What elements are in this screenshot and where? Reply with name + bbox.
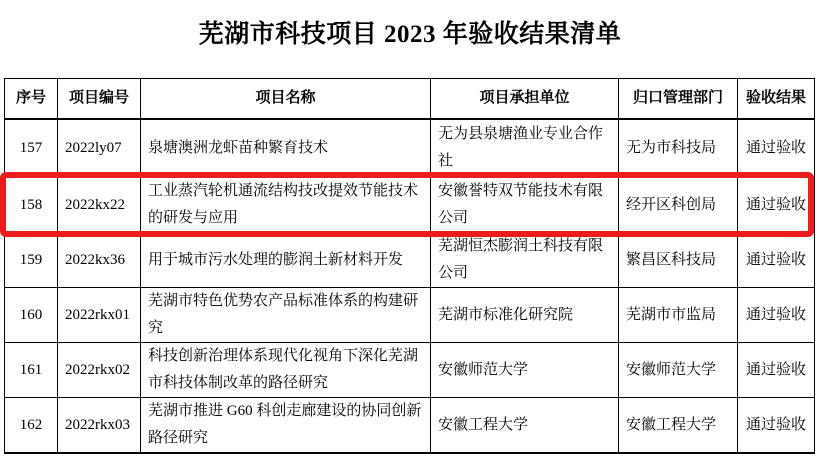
cell-code: 2022rkx03 [58,398,141,454]
table-header [5,79,815,119]
cell-seq: 162 [5,398,58,454]
cell-result: 通过验收 [738,398,815,454]
header-row [5,79,815,119]
cell-org: 无为县泉塘渔业专业合作社 [431,119,619,178]
col-header-code: 项目编号 [58,79,141,119]
cell-result: 通过验收 [738,178,815,233]
cell-dept: 经开区科创局 [619,178,738,233]
col-header-seq: 序号 [5,79,58,119]
cell-name: 芜湖市特色优势农产品标准体系的构建研究 [141,288,431,343]
cell-org: 安徽师范大学 [431,343,619,398]
cell-name: 工业蒸汽轮机通流结构技改提效节能技术的研发与应用 [141,178,431,233]
table-row [5,398,815,454]
col-header-dept: 归口管理部门 [619,79,738,119]
cell-result: 通过验收 [738,288,815,343]
cell-dept: 安徽工程大学 [619,398,738,454]
cell-dept: 无为市科技局 [619,119,738,178]
cell-name: 用于城市污水处理的膨润土新材料开发 [141,233,431,288]
cell-org: 芜湖恒杰膨润土科技有限公司 [431,233,619,288]
cell-seq: 158 [5,178,58,233]
cell-org: 芜湖市标准化研究院 [431,288,619,343]
col-header-org: 项目承担单位 [431,79,619,119]
cell-seq: 157 [5,119,58,178]
cell-org: 安徽誉特双节能技术有限公司 [431,178,619,233]
cell-dept: 安徽师范大学 [619,343,738,398]
page-title: 芜湖市科技项目 2023 年验收结果清单 [198,21,622,48]
cell-code: 2022kx36 [58,233,141,288]
col-header-result: 验收结果 [738,79,815,119]
cell-result: 通过验收 [738,233,815,288]
cell-name: 芜湖市推进 G60 科创走廊建设的协同创新路径研究 [141,398,431,454]
cell-dept: 芜湖市市监局 [619,288,738,343]
table-row [5,343,815,398]
table-body [5,119,815,454]
cell-name: 科技创新治理体系现代化视角下深化芜湖市科技体制改革的路径研究 [141,343,431,398]
cell-seq: 161 [5,343,58,398]
cell-org: 安徽工程大学 [431,398,619,454]
col-header-name: 项目名称 [141,79,431,119]
cell-result: 通过验收 [738,343,815,398]
table-row [5,119,815,178]
table-row [5,288,815,343]
cell-code: 2022kx22 [58,178,141,233]
cell-name: 泉塘澳洲龙虾苗种繁育技术 [141,119,431,178]
cell-code: 2022rkx02 [58,343,141,398]
cell-code: 2022ly07 [58,119,141,178]
cell-code: 2022rkx01 [58,288,141,343]
cell-result: 通过验收 [738,119,815,178]
cell-seq: 160 [5,288,58,343]
cell-seq: 159 [5,233,58,288]
table-row [5,233,815,288]
table-row [5,178,815,233]
cell-dept: 繁昌区科技局 [619,233,738,288]
results-table [4,78,815,454]
